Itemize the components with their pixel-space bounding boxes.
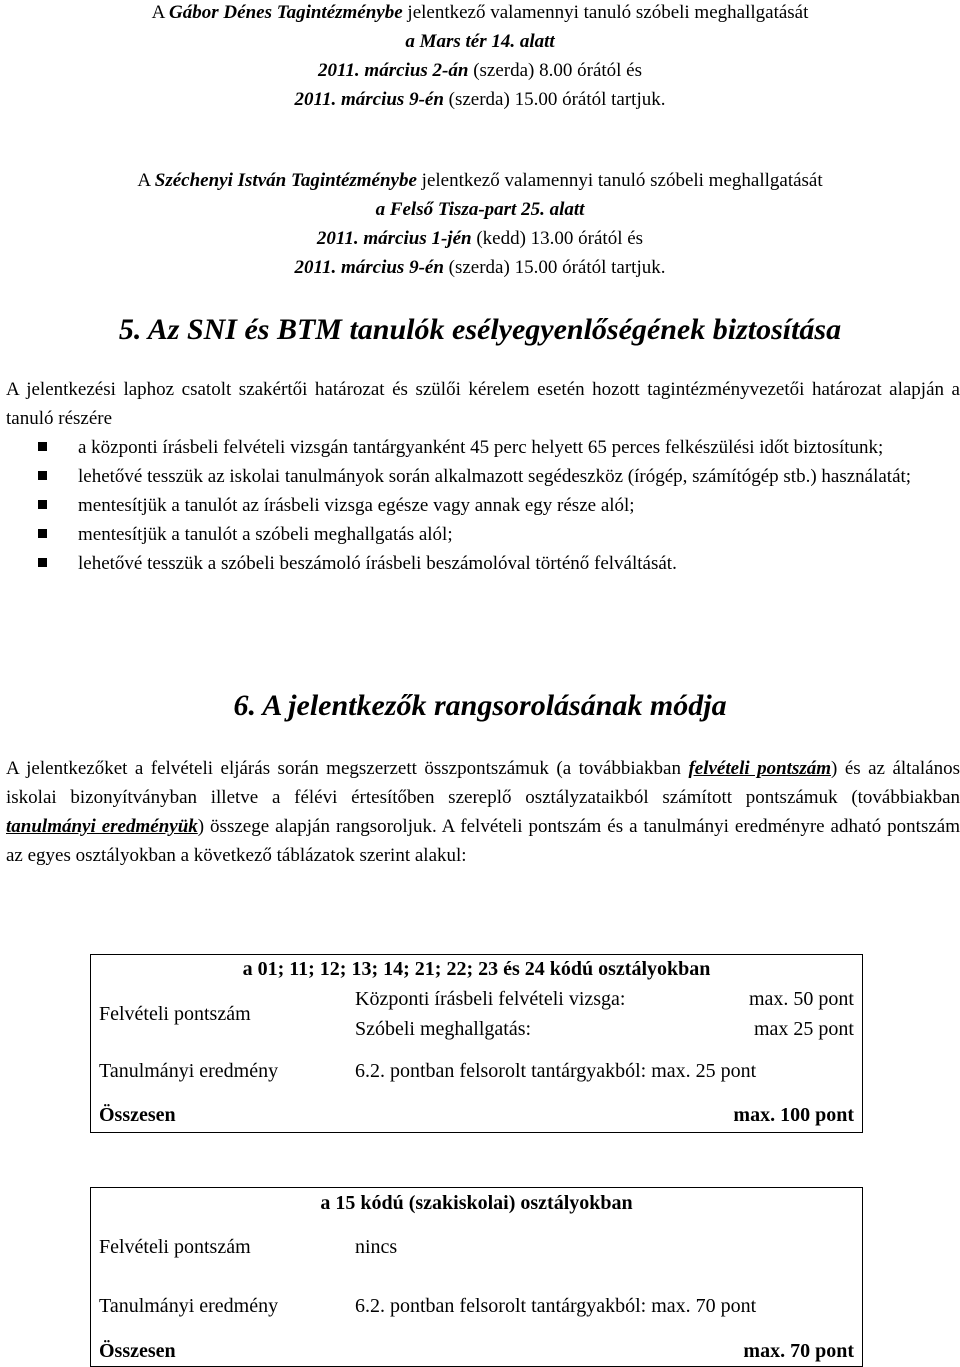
block1-line3	[0, 56, 960, 85]
list-item	[38, 491, 960, 520]
szechenyi-block	[0, 166, 960, 282]
table2-row1-label: Felvételi pontszám	[99, 1235, 251, 1258]
block2-line1-pre: A	[137, 170, 155, 191]
block1-time1: (szerda) 8.00 órától és	[468, 60, 643, 81]
table2-row1-value: nincs	[355, 1235, 398, 1258]
table-row	[91, 1044, 863, 1098]
bullet-square-icon	[38, 558, 47, 567]
table1-row1b-value: max 25 pont	[754, 1017, 854, 1040]
block2-time1: (kedd) 13.00 órától és	[471, 228, 644, 249]
block1-date1: 2011. március 2-án	[317, 60, 469, 81]
table-row	[91, 984, 863, 1014]
block2-date1: 2011. március 1-jén	[316, 228, 472, 249]
bullet-square-icon	[38, 442, 47, 451]
block2-time2: (szerda) 15.00 órától tartjuk.	[443, 257, 666, 278]
list-item	[38, 433, 960, 462]
table1-row1-label: Felvételi pontszám	[99, 1002, 251, 1025]
table1-row2-label: Tanulmányi eredmény	[99, 1059, 279, 1082]
bullet-text: a központi írásbeli felvételi vizsgán tantárgyanként 45 perc helyett 65 perces felkészülési időt biztosítunk;	[78, 437, 884, 458]
table-title-row	[91, 1188, 863, 1219]
table1-title: a 01; 11; 12; 13; 14; 21; 22; 23 és 24 kódú osztályokban	[242, 958, 711, 980]
block1-time2: (szerda) 15.00 órától tartjuk.	[443, 89, 666, 110]
table-title-row	[91, 955, 863, 985]
section6-text-a: A jelentkezőket a felvételi eljárás során megszerzett összpontszámuk (a továbbiakban	[6, 758, 689, 779]
block1-line4	[0, 85, 960, 114]
block1-line1-pre: A	[151, 2, 170, 23]
table2-row2-value: 6.2. pontban felsorolt tantárgyakból: max. 70 pont	[355, 1294, 757, 1317]
list-item	[38, 462, 960, 491]
block1-date2: 2011. március 9-én	[294, 89, 444, 110]
table1-row1a-value: max. 50 pont	[749, 987, 854, 1010]
block2-line4	[0, 253, 960, 282]
section5-intro: A jelentkezési laphoz csatolt szakértői határozat és szülői kérelem esetén hozott tagintézményvezetői határozat alapján a tanuló részére	[6, 379, 960, 429]
section6-text-e: ) összege alapján rangsoroljuk. A felvételi pontszám és a tanulmányi eredményre adható pontszám az egyes osztályokban a következő táblázatok szerint alakul:	[6, 816, 960, 866]
block1-institution: Gábor Dénes Tagintézménybe	[169, 2, 403, 23]
section6-text-c: ) és az általános iskolai bizonyítványban illetve a félévi értesítőben szereplő osztályzataikból számított pontszámuk (továbbiakban	[6, 758, 960, 808]
section5-heading: 5. Az SNI és BTM tanulók esélyegyenlőségének biztosítása	[118, 313, 842, 346]
table-row	[91, 1218, 863, 1276]
section6-term-felveteli-pontszam: felvételi pontszám	[688, 758, 832, 779]
block2-line1	[0, 166, 960, 195]
table2-row3-value: max. 70 pont	[743, 1339, 854, 1362]
list-item	[38, 520, 960, 549]
bullet-square-icon	[38, 500, 47, 509]
gabor-denes-block	[0, 0, 960, 114]
table-row	[91, 1336, 863, 1367]
block1-line1-post: jelentkező valamennyi tanuló szóbeli meghallgatását	[402, 2, 809, 23]
block2-line1-post: jelentkező valamennyi tanuló szóbeli meghallgatását	[416, 170, 823, 191]
section6-heading: 6. A jelentkezők rangsorolásának módja	[233, 689, 727, 722]
bullet-text: mentesítjük a tanulót a szóbeli meghallgatás alól;	[78, 524, 453, 545]
bullet-text: mentesítjük a tanulót az írásbeli vizsga egésze vagy annak egy része alól;	[78, 495, 635, 516]
table1-row1a-label: Központi írásbeli felvételi vizsga:	[355, 987, 626, 1010]
block2-line3	[0, 224, 960, 253]
bullet-square-icon	[38, 529, 47, 538]
section6-term-tanulmanyi-eredmeny: tanulmányi eredményük	[6, 816, 198, 837]
table-row	[91, 1276, 863, 1336]
table2-row2-label: Tanulmányi eredmény	[99, 1294, 279, 1317]
table1-row3-value: max. 100 pont	[733, 1103, 854, 1126]
bullet-text: lehetővé tesszük a szóbeli beszámoló írásbeli beszámolóval történő felváltását.	[78, 553, 677, 574]
table-row	[91, 1098, 863, 1133]
bullet-square-icon	[38, 471, 47, 480]
bullet-text: lehetővé tesszük az iskolai tanulmányok során alkalmazott segédeszköz (írógép, számítógép stb.) használatát;	[78, 466, 912, 487]
table2-row3-label: Összesen	[99, 1339, 176, 1362]
block1-line1	[0, 0, 960, 27]
block2-address: a Felső Tisza-part 25. alatt	[375, 199, 585, 220]
block2-date2: 2011. március 9-én	[294, 257, 444, 278]
points-table-vocational	[90, 1187, 863, 1367]
table1-row1b-label: Szóbeli meghallgatás:	[355, 1017, 532, 1040]
points-table-general	[90, 954, 863, 1133]
block2-institution: Széchenyi István Tagintézménybe	[154, 170, 417, 191]
list-item	[38, 549, 960, 578]
block1-address: a Mars tér 14. alatt	[405, 31, 555, 52]
section6-paragraph	[6, 754, 960, 870]
section5-bullet-list	[38, 433, 960, 578]
table1-row3-label: Összesen	[99, 1103, 176, 1126]
table1-row2-value: 6.2. pontban felsorolt tantárgyakból: max. 25 pont	[355, 1059, 757, 1082]
table2-title: a 15 kódú (szakiskolai) osztályokban	[320, 1191, 633, 1214]
